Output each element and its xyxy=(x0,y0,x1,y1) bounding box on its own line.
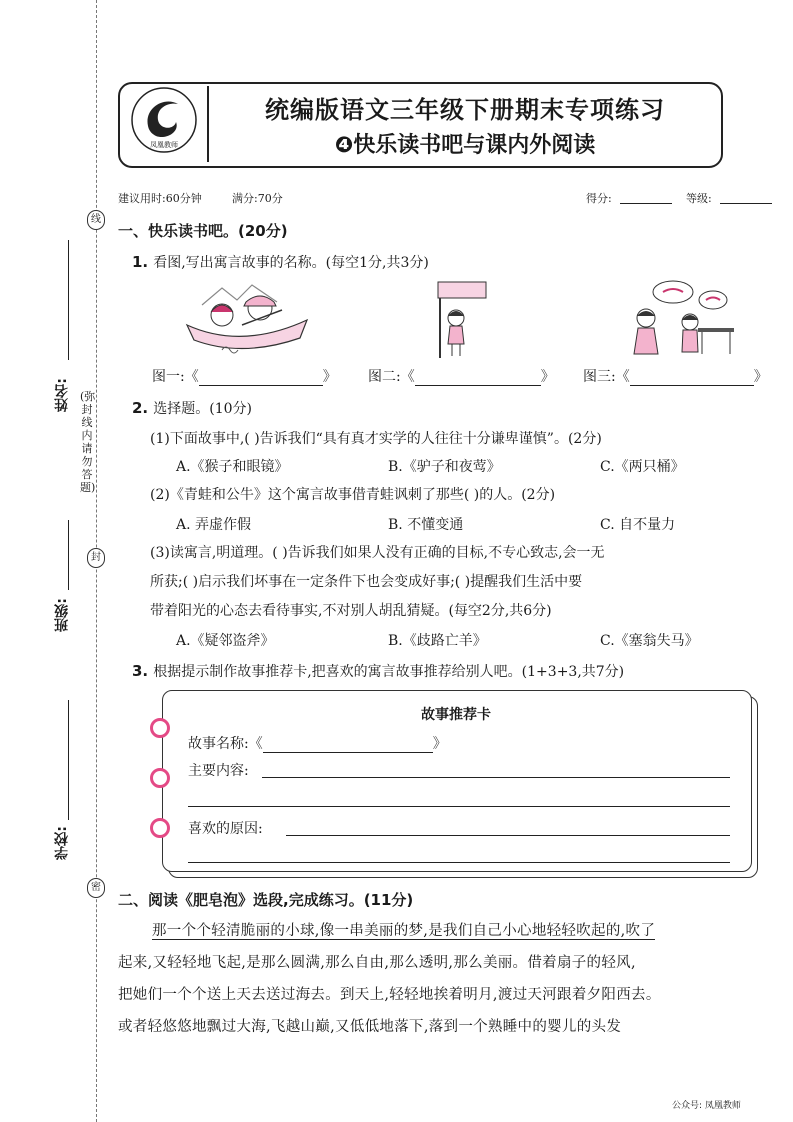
q1-number: 1. xyxy=(132,253,149,271)
class-field-line[interactable] xyxy=(68,520,69,590)
fig2-tree-illustration xyxy=(428,280,498,362)
fig1-blank[interactable] xyxy=(199,385,323,386)
fig3-thinking-illustration xyxy=(628,278,738,360)
school-label: 学校: xyxy=(54,826,70,860)
grade-label: 等级: xyxy=(686,192,712,205)
class-label: 班级: xyxy=(54,598,70,632)
passage-line-3: 把她们一个个送上天去送过海去。到天上,轻轻地挨着明月,渡过天河跟着夕阳西去。 xyxy=(118,987,661,1003)
footer-text: 公众号: 凤凰教师 xyxy=(672,1101,741,1111)
binding-mark-seal: 封 xyxy=(87,548,105,568)
q2-sub3-line3: 带着阳光的心态去看待事实,不对别人胡乱猜疑。(每空2分,共6分) xyxy=(150,603,552,619)
fig1-answer xyxy=(152,366,337,386)
passage-line-2: 起来,又轻轻地飞起,是那么圆满,那么自由,那么透明,那么美丽。借着扇子的轻风, xyxy=(118,955,636,971)
q1-row xyxy=(132,252,429,272)
q2-sub3-option-c[interactable]: C.《塞翁失马》 xyxy=(600,633,699,649)
q2-sub1-option-c[interactable]: C.《两只桶》 xyxy=(600,459,685,475)
fig3-answer xyxy=(583,366,768,386)
q3-number: 3. xyxy=(132,662,149,680)
q2-sub3-option-b[interactable]: B.《歧路亡羊》 xyxy=(388,633,487,649)
q2-sub2-option-a[interactable]: A. 弄虚作假 xyxy=(176,517,252,533)
logo-text: 凤凰教师 xyxy=(150,141,178,149)
page-subtitle: ❹快乐读书吧与课内外阅读 xyxy=(334,133,596,158)
fig3-close: 》 xyxy=(753,369,768,385)
reason-label: 喜欢的原因: xyxy=(188,821,263,837)
grade-field[interactable] xyxy=(720,203,772,204)
q3-row xyxy=(132,661,624,681)
card-ring-icon xyxy=(150,768,170,788)
main-content-line-1[interactable] xyxy=(262,777,730,778)
q1-text: 看图,写出寓言故事的名称。(每空1分,共3分) xyxy=(153,255,429,271)
passage-line-1 xyxy=(152,916,782,947)
binding-mark-secret: 密 xyxy=(87,878,105,898)
fig3-label: 图三:《 xyxy=(583,369,630,385)
q2-row xyxy=(132,398,252,418)
fig1-boat-illustration xyxy=(182,280,312,360)
main-content-label: 主要内容: xyxy=(188,763,249,779)
fig2-blank[interactable] xyxy=(415,385,541,386)
card-ring-icon xyxy=(150,818,170,838)
story-name-row xyxy=(188,733,447,753)
q2-text: 选择题。(10分) xyxy=(153,401,252,417)
full-score: 满分:70分 xyxy=(232,192,283,205)
sealing-note: (弥封线内请勿答题) xyxy=(80,390,96,494)
fig2-close: 》 xyxy=(540,369,555,385)
q2-number: 2. xyxy=(132,399,149,417)
score-label: 得分: xyxy=(586,192,612,205)
reason-line-2[interactable] xyxy=(188,862,730,863)
story-name-label: 故事名称:《 xyxy=(188,736,263,752)
logo xyxy=(130,86,198,154)
fig1-close: 》 xyxy=(322,369,337,385)
q2-sub1-option-a[interactable]: A.《猴子和眼镜》 xyxy=(176,459,289,475)
story-name-close: 》 xyxy=(432,736,447,752)
page-title: 统编版语文三年级下册期末专项练习 xyxy=(265,96,665,124)
passage-line-4: 或者轻悠悠地飘过大海,飞越山巅,又低低地落下,落到一个熟睡中的婴儿的头发 xyxy=(118,1019,622,1035)
q2-sub2-option-c[interactable]: C. 自不量力 xyxy=(600,517,676,533)
passage-line-1-text: 那一个个轻清脆丽的小球,像一串美丽的梦,是我们自己小心地轻轻吹起的,吹了 xyxy=(152,923,656,939)
score-field[interactable] xyxy=(620,203,672,204)
school-field-line[interactable] xyxy=(68,700,69,820)
q2-sub3-line2: 所获;( )启示我们坏事在一定条件下也会变成好事;( )提醒我们生活中要 xyxy=(150,574,583,590)
q3-text: 根据提示制作故事推荐卡,把喜欢的寓言故事推荐给别人吧。(1+3+3,共7分) xyxy=(153,664,625,680)
fig2-label: 图二:《 xyxy=(368,369,415,385)
card-title: 故事推荐卡 xyxy=(421,707,491,723)
name-field-line[interactable] xyxy=(68,240,69,360)
section1-heading: 一、快乐读书吧。(20分) xyxy=(118,222,288,240)
q2-sub2-option-b[interactable]: B. 不懂变通 xyxy=(388,517,464,533)
q2-sub2: (2)《青蛙和公牛》这个寓言故事借青蛙讽刺了那些( )的人。(2分) xyxy=(150,487,556,503)
main-content-line-2[interactable] xyxy=(188,806,730,807)
fig1-label: 图一:《 xyxy=(152,369,199,385)
fig2-answer xyxy=(368,366,555,386)
fig3-blank[interactable] xyxy=(630,385,754,386)
q2-sub1: (1)下面故事中,( )告诉我们“具有真才实学的人往往十分谦卑谨慎”。(2分) xyxy=(150,431,602,447)
section2-heading: 二、阅读《肥皂泡》选段,完成练习。(11分) xyxy=(118,891,414,909)
story-name-field[interactable] xyxy=(263,752,433,753)
title-separator xyxy=(207,86,209,162)
suggested-time: 建议用时:60分钟 xyxy=(118,192,202,205)
q2-sub3-line1: (3)读寓言,明道理。( )告诉我们如果人没有正确的目标,不专心致志,会一无 xyxy=(150,545,605,561)
reason-line-1[interactable] xyxy=(286,835,730,836)
phoenix-logo-icon xyxy=(130,86,198,154)
q2-sub1-option-b[interactable]: B.《驴子和夜莺》 xyxy=(388,459,501,475)
name-label: 姓名: xyxy=(54,378,70,412)
q2-sub3-option-a[interactable]: A.《疑邻盗斧》 xyxy=(176,633,275,649)
binding-mark-line: 线 xyxy=(87,210,105,230)
